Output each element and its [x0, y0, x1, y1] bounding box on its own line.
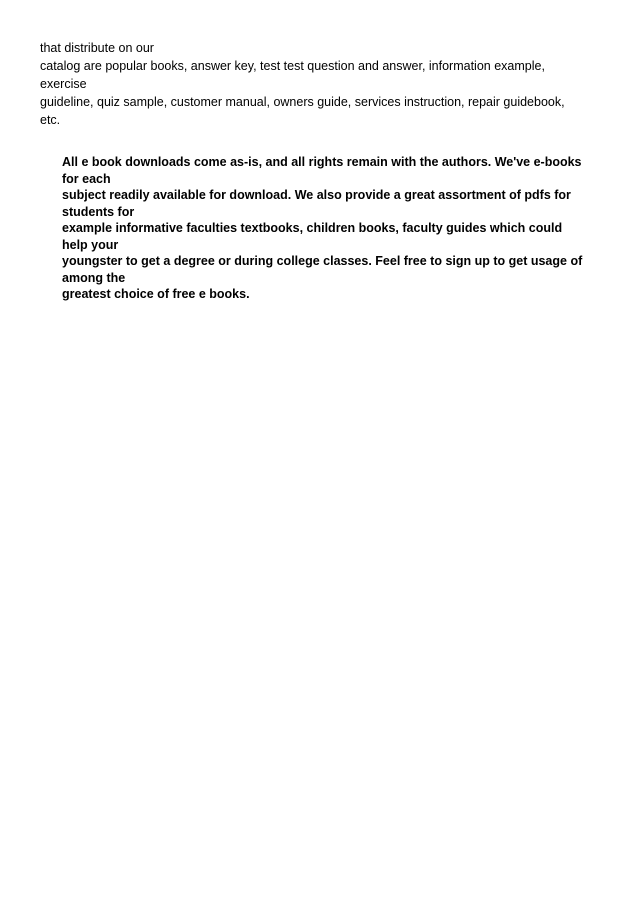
- text-line: youngster to get a degree or during college classes. Feel free to sign up to get usage of: [62, 254, 583, 268]
- text-line: greatest choice of free e books.: [62, 287, 250, 301]
- paragraph-downloads-notice: [62, 154, 622, 303]
- text-line: All e book downloads come as-is, and all rights remain with the authors. We've e-books: [62, 155, 582, 169]
- text-line: students for: [62, 204, 135, 219]
- text-line: among the: [62, 270, 126, 285]
- text-line: example informative faculties textbooks, children books, faculty guides which could: [62, 221, 563, 235]
- text-line: that distribute on our: [40, 41, 154, 55]
- paragraph-catalog: [40, 39, 620, 129]
- text-line: etc.: [40, 113, 61, 127]
- text-line: catalog are popular books, answer key, test test question and answer, information example,: [40, 59, 545, 73]
- text-line: help your: [62, 237, 119, 252]
- text-line: exercise: [40, 77, 87, 91]
- text-line: subject readily available for download. We also provide a great assortment of pdfs for: [62, 188, 571, 202]
- text-line: for each: [62, 171, 111, 186]
- text-line: guideline, quiz sample, customer manual, owners guide, services instruction, repair guidebook,: [40, 95, 565, 109]
